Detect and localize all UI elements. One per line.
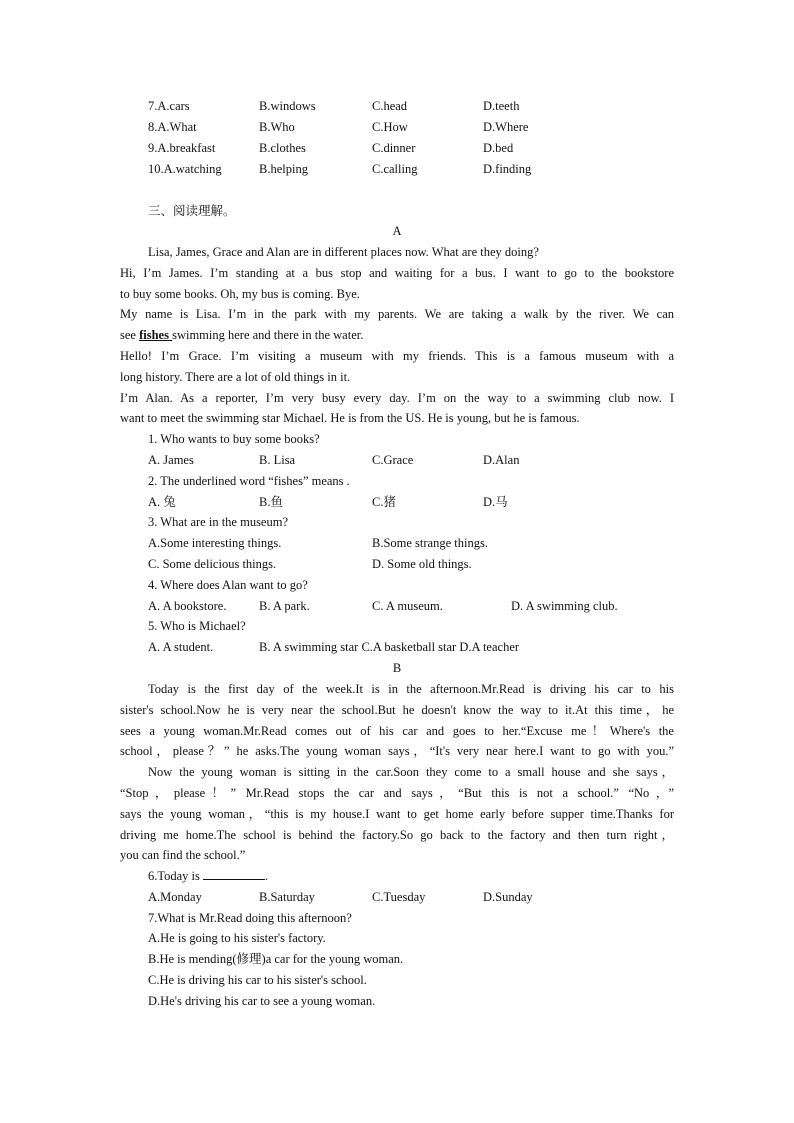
passage-text-line: sees a young woman.Mr.Read comes out of his car and goes to her.“Excuse me！Where's the (120, 724, 674, 738)
passage-text-line: driving me home.The school is behind the factory.So go back to the factory and then turn right， (120, 828, 674, 842)
answer-option[interactable]: D.马 (483, 495, 508, 509)
answer-option[interactable]: B. Lisa (259, 453, 296, 467)
passage-text-line: Today is the first day of the week.It is in the afternoon.Mr.Read is driving his car to his (148, 682, 674, 696)
question-text: 3. What are in the museum? (148, 515, 289, 529)
cloze-option: C.How (372, 120, 408, 134)
passage-text-line: Now the young woman is sitting in the car.Soon they come to a small house and she says， (148, 765, 674, 779)
cloze-option: B.helping (259, 162, 308, 176)
answer-option[interactable]: C.Grace (372, 453, 414, 467)
cloze-option: 10.A.watching (148, 162, 222, 176)
answer-blank[interactable] (203, 868, 265, 880)
cloze-option: D.finding (483, 162, 532, 176)
passage-text-line: to buy some books. Oh, my bus is coming. Bye. (120, 287, 360, 301)
question-text: 5. Who is Michael? (148, 619, 246, 633)
question-text: 1. Who wants to buy some books? (148, 432, 320, 446)
answer-option[interactable]: A. 兔 (148, 495, 176, 509)
answer-option[interactable]: C. A museum. (372, 599, 443, 613)
question-stem: 6.Today is (148, 869, 200, 883)
question-text: 4. Where does Alan want to go? (148, 578, 308, 592)
question-text: 2. The underlined word “fishes” means . (148, 474, 350, 488)
cloze-option: B.windows (259, 99, 316, 113)
section-heading: 三、阅读理解。 (148, 203, 236, 218)
answer-option[interactable]: C.Tuesday (372, 890, 426, 904)
question-text (148, 868, 268, 884)
passage-text-line: want to meet the swimming star Michael. He is from the US. He is young, but he is famous. (120, 411, 580, 425)
text-fragment: see (120, 328, 140, 342)
answer-option[interactable]: A. A bookstore. (148, 599, 227, 613)
passage-text-line: you can find the school.” (120, 848, 246, 862)
passage-text-line: sister's school.Now he is very near the school.But he doesn't know the way to it.At this time，he (120, 703, 674, 717)
passage-text-line: My name is Lisa. I’m in the park with my parents. We are taking a walk by the river. We can (120, 307, 674, 321)
answer-option[interactable]: A.He is going to his sister's factory. (148, 931, 326, 945)
cloze-option: B.clothes (259, 141, 306, 155)
underlined-word: fishes (139, 328, 173, 342)
answer-option[interactable]: B.Some strange things. (372, 536, 488, 550)
answer-option[interactable]: A.Monday (148, 890, 202, 904)
answer-option[interactable]: B.鱼 (259, 495, 283, 509)
cloze-option: 7.A.cars (148, 99, 190, 113)
question-end: . (265, 869, 269, 883)
answer-option[interactable]: C. Some delicious things. (148, 557, 277, 571)
cloze-option: C.dinner (372, 141, 416, 155)
cloze-option: 9.A.breakfast (148, 141, 216, 155)
cloze-option: D.Where (483, 120, 529, 134)
passage-b-letter: B (392, 661, 402, 675)
cloze-option: C.head (372, 99, 408, 113)
passage-text-line: long history. There are a lot of old things in it. (120, 370, 351, 384)
cloze-option: D.bed (483, 141, 514, 155)
answer-option[interactable]: D. Some old things. (372, 557, 472, 571)
passage-a-intro: Lisa, James, Grace and Alan are in different places now. What are they doing? (148, 245, 539, 259)
passage-text-line: school，please？” he asks.The young woman says，“It's very near here.I want to go with you.” (120, 744, 674, 758)
answer-option[interactable]: B.He is mending(修理)a car for the young woman. (148, 952, 404, 966)
question-text: 7.What is Mr.Read doing this afternoon? (148, 911, 352, 925)
passage-text-line: Hello! I’m Grace. I’m visiting a museum with my friends. This is a famous museum with a (120, 349, 674, 363)
text-fragment: swimming here and there in the water. (172, 328, 364, 342)
answer-option[interactable]: B.Saturday (259, 890, 315, 904)
cloze-option: B.Who (259, 120, 295, 134)
passage-text-line: says the young woman，“this is my house.I want to get home early before supper time.Thanks for (120, 807, 674, 821)
passage-text-line: “Stop，please！” Mr.Read stops the car and says，“But this is not a school.” “No，” (120, 786, 674, 800)
passage-text-line: I’m Alan. As a reporter, I’m very busy every day. I’m on the way to a swimming club now. I (120, 391, 674, 405)
passage-text-line (120, 327, 363, 343)
answer-option[interactable]: D. A swimming club. (511, 599, 618, 613)
cloze-option: C.calling (372, 162, 418, 176)
answer-option[interactable]: C.He is driving his car to his sister's school. (148, 973, 367, 987)
cloze-option: D.teeth (483, 99, 520, 113)
answer-option[interactable]: D.Alan (483, 453, 520, 467)
answer-option[interactable]: A. James (148, 453, 194, 467)
answer-option[interactable]: C.猪 (372, 495, 396, 509)
passage-a-letter: A (392, 224, 402, 238)
answer-option[interactable]: B. A park. (259, 599, 310, 613)
answer-option[interactable]: D.He's driving his car to see a young woman. (148, 994, 376, 1008)
answer-option[interactable]: A.Some interesting things. (148, 536, 282, 550)
cloze-option: 8.A.What (148, 120, 197, 134)
answer-option[interactable]: D.Sunday (483, 890, 533, 904)
answer-option[interactable]: A. A student. (148, 640, 214, 654)
answer-option[interactable]: B. A swimming star C.A basketball star D.A teacher (259, 640, 520, 654)
passage-text-line: Hi, I’m James. I’m standing at a bus stop and waiting for a bus. I want to go to the bookstore (120, 266, 674, 280)
